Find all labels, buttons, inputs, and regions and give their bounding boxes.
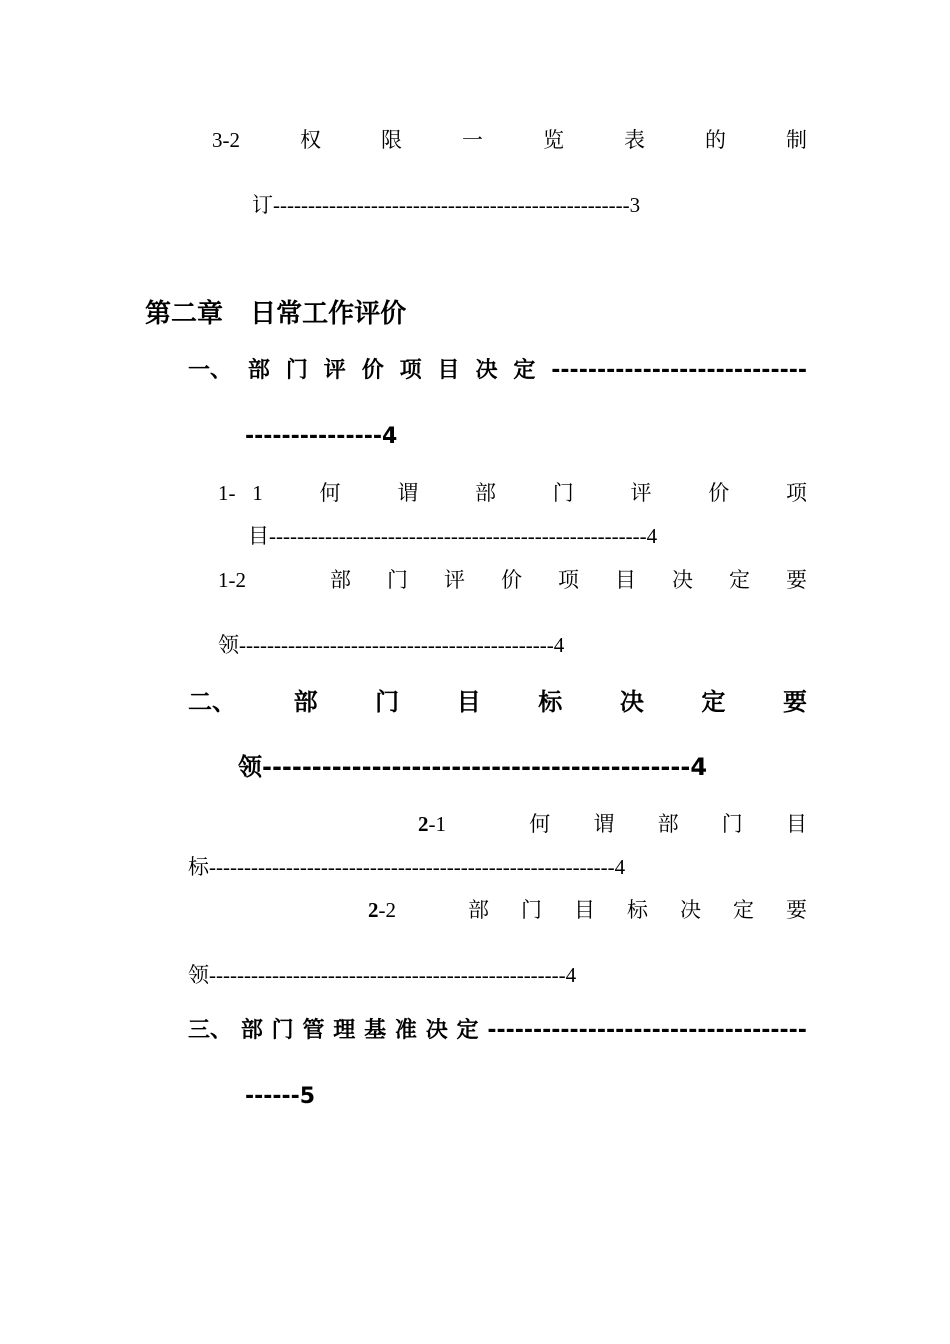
toc-char: 谓 [593,812,615,836]
toc-char: 部 [330,568,351,592]
toc-char: 门 [271,1018,294,1043]
toc-char: 项 [558,568,579,592]
toc-char: 要 [782,688,807,716]
toc-entry-2-1-line2: 标----------------------------------------------------------4 [188,855,626,879]
dot-leader: ----------------------------------- [487,1018,807,1043]
toc-entry-1-2-line2: 领---------------------------------------------4 [218,633,565,657]
toc-section-3-line1 [188,1020,807,1042]
toc-char: 门 [285,358,308,383]
toc-char: 定 [733,898,754,922]
toc-char: 权 [300,128,321,152]
toc-char: 何 [529,812,551,836]
toc-entry-2-2-line1 [368,900,807,921]
toc-entry-1-1-line1 [218,483,807,504]
toc-section-2-line2: 领-------------------------------------------4 [238,753,708,781]
section-prefix: 二、 [188,688,236,716]
toc-char: 部 [468,898,489,922]
toc-number-bold: 2 [368,898,379,922]
toc-char: 部 [293,688,318,716]
toc-char: 门 [375,688,400,716]
toc-char: 部 [475,481,496,505]
toc-char: 谓 [397,481,419,505]
toc-char: 决 [425,1018,448,1043]
toc-section-2-line1 [188,690,807,714]
section-prefix: 一、 [188,358,233,383]
toc-char: 目 [785,812,807,836]
toc-entry-1-2-line1 [218,570,807,591]
toc-char: 目 [437,358,460,383]
toc-number-rest: -2 [378,898,396,922]
toc-number [418,814,446,835]
toc-char: 理 [333,1018,356,1043]
chapter-title: 第二章 日常工作评价 [145,299,407,329]
toc-char: 决 [672,568,693,592]
toc-char: 决 [619,688,644,716]
toc-char: 制 [786,128,807,152]
toc-char: 一 [462,128,483,152]
toc-char: 门 [552,481,574,505]
toc-number: 1- [218,481,236,505]
toc-char: 项 [399,358,422,383]
toc-char: 限 [381,128,402,152]
toc-entry-1-1-line2: 目------------------------------------------------------4 [248,524,658,548]
toc-entry-2-1-line1 [418,814,807,835]
toc-char: 目 [574,898,595,922]
toc-char: 要 [786,898,807,922]
toc-char: 览 [543,128,564,152]
toc-char: 要 [786,568,807,592]
section-prefix: 三、 [188,1018,233,1043]
toc-number-bold: 2 [418,812,429,836]
toc-char: 定 [701,688,726,716]
toc-char: 定 [513,358,536,383]
toc-char: 基 [364,1018,387,1043]
toc-section-1-line2: ---------------4 [245,424,398,449]
dot-leader: ---------------------------- [551,358,807,383]
toc-char: 标 [538,688,563,716]
toc-char: 定 [729,568,750,592]
toc-section-3-line2: ------5 [245,1084,316,1109]
toc-entry-2-2-line2: 领---------------------------------------------------4 [188,963,577,987]
toc-char: 评 [630,481,652,505]
toc-char: 目 [456,688,481,716]
toc-number: 1-2 [218,568,246,592]
toc-char: 管 [302,1018,325,1043]
toc-char: 决 [475,358,498,383]
toc-number-rest: -1 [428,812,446,836]
toc-char: 部 [247,358,270,383]
toc-number: 1 [252,481,263,505]
toc-char: 决 [680,898,701,922]
toc-char: 价 [708,481,730,505]
toc-char: 部 [240,1018,263,1043]
toc-char: 价 [501,568,522,592]
toc-number: 3-2 [212,128,240,152]
toc-char: 目 [615,568,636,592]
toc-char: 表 [624,128,645,152]
toc-char: 价 [361,358,384,383]
toc-entry-3-2-line1 [212,130,807,151]
toc-char: 项 [786,481,807,505]
toc-entry-3-2-line2: 订---------------------------------------------------3 [252,193,641,217]
toc-char: 评 [444,568,465,592]
toc-char: 部 [657,812,679,836]
toc-char: 门 [721,812,743,836]
toc-char: 门 [387,568,408,592]
toc-char: 定 [456,1018,479,1043]
toc-char: 何 [319,481,341,505]
toc-char: 的 [705,128,726,152]
toc-char: 门 [521,898,542,922]
toc-section-1-line1 [188,360,807,382]
toc-char: 标 [627,898,648,922]
toc-number [368,900,396,921]
toc-char: 评 [323,358,346,383]
toc-char: 准 [394,1018,417,1043]
